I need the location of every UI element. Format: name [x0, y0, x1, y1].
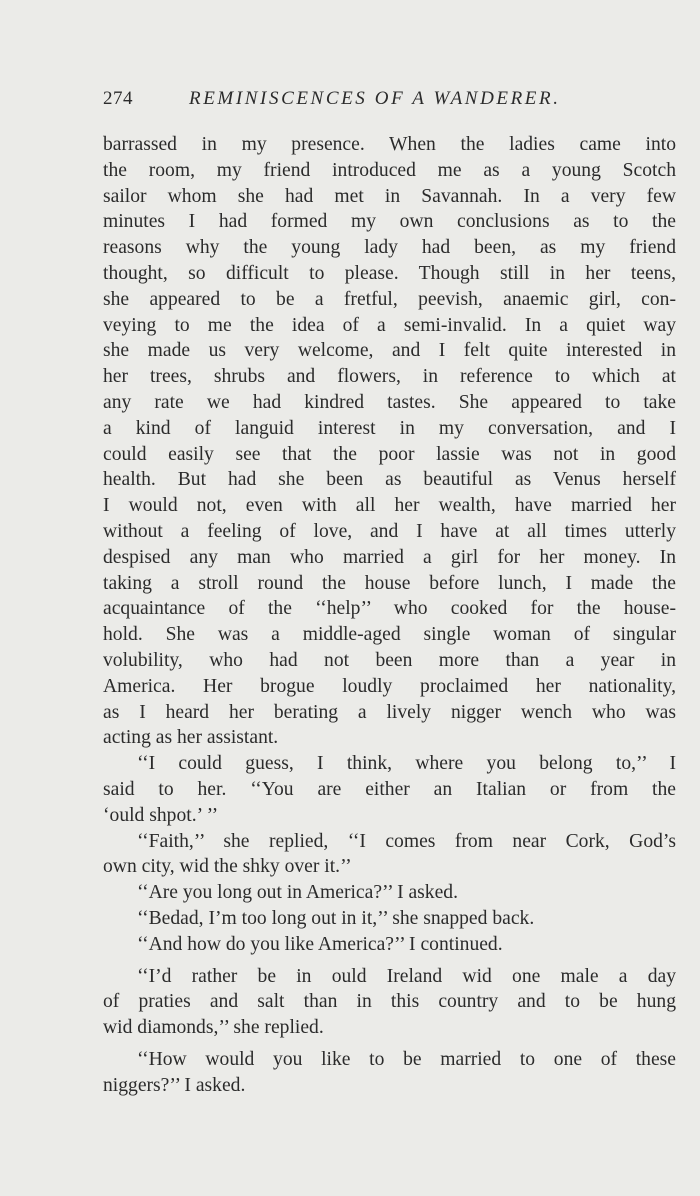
body-text [103, 132, 676, 1098]
text-line: a kind of languid interest in my conversation, and I [103, 417, 676, 439]
text-line: sailor whom she had met in Savannah. In a very few [103, 185, 676, 207]
text-line: despised any man who married a girl for her money. In [103, 546, 676, 568]
text-line: thought, so difficult to please. Though still in her teens, [103, 262, 676, 284]
text-line: without a feeling of love, and I have at all times utterly [103, 520, 676, 542]
text-line: veying to me the idea of a semi-invalid. In a quiet way [103, 314, 676, 336]
text-line: America. Her brogue loudly proclaimed her nationality, [103, 675, 676, 697]
text-line: ‘ould shpot.’ ’’ [103, 804, 219, 826]
text-line: minutes I had formed my own conclusions as to the [103, 211, 676, 233]
text-line: ‘‘I’d rather be in ould Ireland wid one male a day [137, 965, 676, 987]
text-line: ‘‘And how do you like America?’’ I continued. [137, 933, 503, 955]
text-line: hold. She was a middle-aged single woman of singular [103, 624, 676, 646]
text-line: own city, wid the shky over it.’’ [103, 856, 352, 878]
text-line: reasons why the young lady had been, as my friend [103, 237, 676, 259]
text-line: she made us very welcome, and I felt quite interested in [103, 340, 676, 362]
text-line: her trees, shrubs and flowers, in reference to which at [103, 366, 676, 388]
text-line: of praties and salt than in this country and to be hung [103, 991, 676, 1013]
text-line: volubility, who had not been more than a year in [103, 649, 676, 671]
text-line: ‘‘Are you long out in America?’’ I asked. [137, 882, 458, 904]
text-line: could easily see that the poor lassie was not in good [103, 443, 676, 465]
text-line: wid diamonds,’’ she replied. [103, 1017, 324, 1039]
text-line: as I heard her berating a lively nigger wench who was [103, 701, 676, 723]
text-line: ‘‘I could guess, I think, where you belong to,’’ I [137, 753, 676, 775]
text-line: ‘‘Faith,’’ she replied, ‘‘I comes from near Cork, God’s [137, 830, 676, 852]
text-line: ‘‘Bedad, I’m too long out in it,’’ she snapped back. [137, 907, 535, 929]
text-line: ‘‘How would you like to be married to one of these [137, 1048, 676, 1070]
text-line: barrassed in my presence. When the ladies came into [103, 134, 676, 155]
text-line: I would not, even with all her wealth, have married her [103, 495, 676, 517]
text-line: said to her. ‘‘You are either an Italian or from the [103, 778, 676, 800]
text-line: acquaintance of the ‘‘help’’ who cooked for the house- [103, 598, 676, 620]
running-title: REMINISCENCES OF A WANDERER. [189, 88, 561, 109]
page-number: 274 [103, 88, 133, 109]
text-line: she appeared to be a fretful, peevish, anaemic girl, con- [103, 288, 676, 310]
text-line: the room, my friend introduced me as a young Scotch [103, 159, 676, 181]
text-line: any rate we had kindred tastes. She appeared to take [103, 391, 676, 413]
text-line: health. But had she been as beautiful as Venus herself [103, 469, 676, 491]
page-header [103, 88, 678, 118]
text-line: taking a stroll round the house before lunch, I made the [103, 572, 676, 594]
text-line: acting as her assistant. [103, 727, 279, 749]
text-line: niggers?’’ I asked. [103, 1074, 246, 1096]
